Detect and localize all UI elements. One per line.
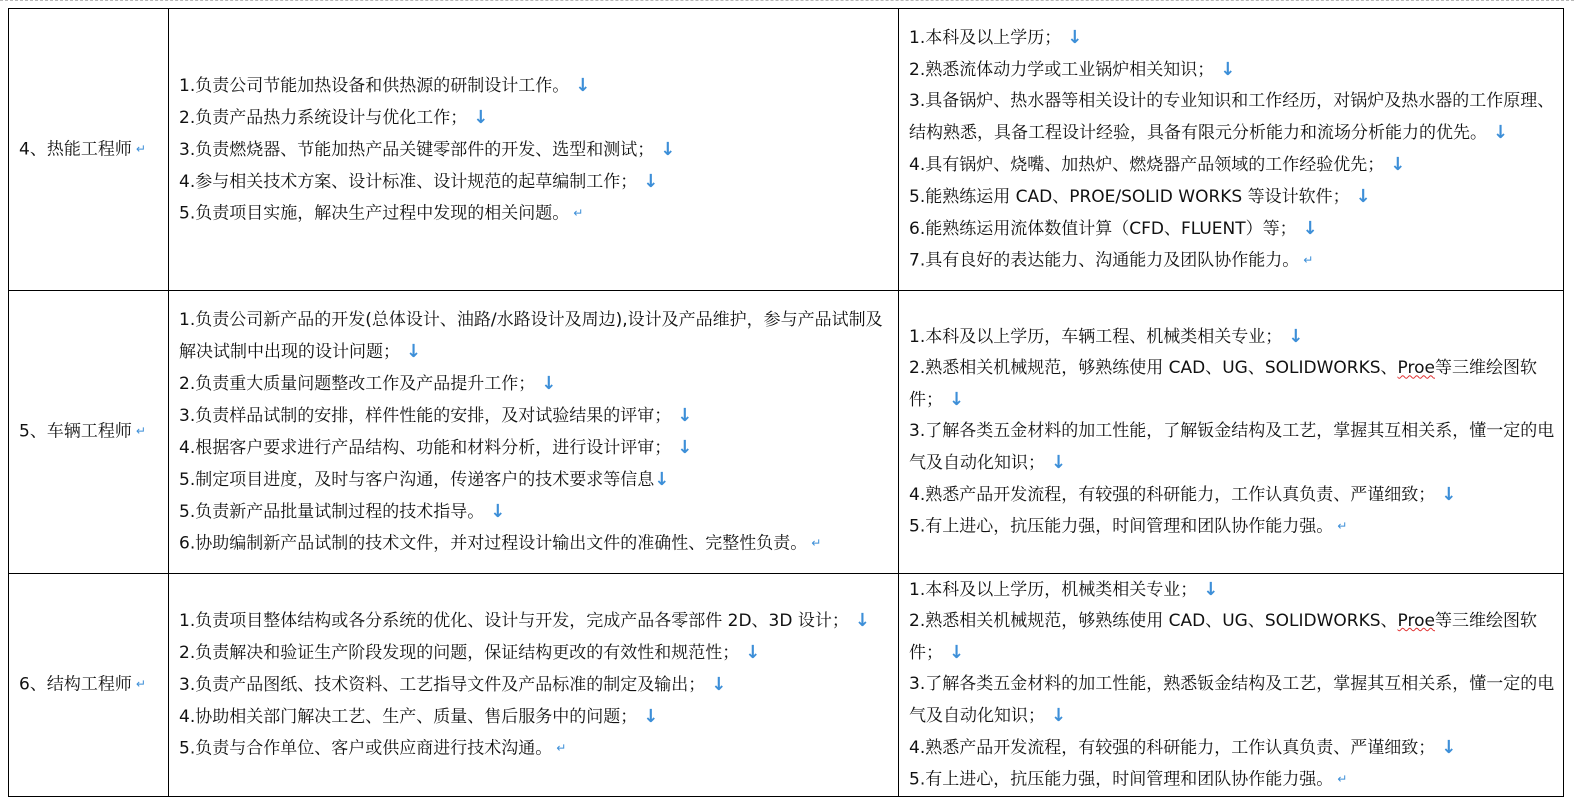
paragraph-mark-icon: ↵ xyxy=(1303,253,1314,268)
line-break-icon: ↓ xyxy=(677,436,693,458)
paragraph-mark-icon: ↵ xyxy=(573,205,584,220)
requirement-line: 4.熟悉产品开发流程，有较强的科研能力，工作认真负责、严谨细致； ↓ xyxy=(909,484,1457,506)
paragraph-mark-icon: ↵ xyxy=(135,141,146,156)
line-break-icon: ↓ xyxy=(1051,705,1067,726)
page-top-boundary xyxy=(0,0,1574,1)
requirement-line: 3.了解各类五金材料的加工性能，了解钣金结构及工艺，掌握其互相关系，懂一定的电气及自动化知识； ↓ xyxy=(909,421,1555,474)
requirement-line: 2.熟悉相关机械规范，够熟练使用 CAD、UG、SOLIDWORKS、Proe等三维绘图软件； ↓ xyxy=(909,358,1537,411)
job-title-cell xyxy=(9,574,169,797)
duty-line: 1.负责公司节能加热设备和供热源的研制设计工作。 ↓ xyxy=(179,74,591,96)
duty-line: 2.负责解决和验证生产阶段发现的问题，保证结构更改的有效性和规范性； ↓ xyxy=(179,642,761,663)
line-break-icon: ↓ xyxy=(660,138,676,160)
job-title: 4、热能工程师 xyxy=(19,139,132,160)
duty-line: 4.协助相关部门解决工艺、生产、质量、售后服务中的问题； ↓ xyxy=(179,706,659,727)
duty-line: 1.负责公司新产品的开发(总体设计、油路/水路设计及周边),设计及产品维护，参与产品试制及解决试制中出现的设计问题； ↓ xyxy=(179,309,883,362)
requirements-cell xyxy=(899,291,1564,574)
duty-line: 1.负责项目整体结构或各分系统的优化、设计与开发，完成产品各零部件 2D、3D 设计； ↓ xyxy=(179,610,870,631)
line-break-icon: ↓ xyxy=(949,642,965,663)
line-break-icon: ↓ xyxy=(1203,579,1219,600)
requirement-line: 3.了解各类五金材料的加工性能，熟悉钣金结构及工艺，掌握其互相关系，懂一定的电气及自动化知识； ↓ xyxy=(909,674,1555,726)
line-break-icon: ↓ xyxy=(949,389,965,411)
paragraph-mark-icon: ↵ xyxy=(556,741,567,755)
duty-line: 2.负责重大质量问题整改工作及产品提升工作； ↓ xyxy=(179,372,557,394)
line-break-icon: ↓ xyxy=(643,170,659,192)
duty-line: 4.参与相关技术方案、设计标准、设计规范的起草编制工作； ↓ xyxy=(179,170,659,192)
requirement-line: 1.本科及以上学历； ↓ xyxy=(909,27,1083,49)
line-break-icon: ↓ xyxy=(654,468,670,490)
job-title-cell xyxy=(9,9,169,291)
requirement-line: 4.熟悉产品开发流程，有较强的科研能力，工作认真负责、严谨细致； ↓ xyxy=(909,737,1457,758)
requirement-line: 5.有上进心，抗压能力强，时间管理和团队协作能力强。 ↵ xyxy=(909,769,1348,790)
spellcheck-word: Proe xyxy=(1397,358,1435,379)
line-break-icon: ↓ xyxy=(1493,122,1509,144)
line-break-icon: ↓ xyxy=(1288,326,1304,348)
duty-line: 3.负责燃烧器、节能加热产品关键零部件的开发、选型和测试； ↓ xyxy=(179,138,676,160)
line-break-icon: ↓ xyxy=(575,74,591,96)
paragraph-mark-icon: ↵ xyxy=(135,677,146,691)
duty-line: 5.负责新产品批量试制过程的技术指导。 ↓ xyxy=(179,500,506,522)
duty-line: 3.负责产品图纸、技术资料、工艺指导文件及产品标准的制定及输出； ↓ xyxy=(179,674,727,695)
line-break-icon: ↓ xyxy=(677,404,693,426)
line-break-icon: ↓ xyxy=(1067,27,1083,49)
requirement-line: 4.具有锅炉、烧嘴、加热炉、燃烧器产品领域的工作经验优先； ↓ xyxy=(909,154,1406,176)
requirement-line: 5.有上进心，抗压能力强，时间管理和团队协作能力强。 ↵ xyxy=(909,516,1348,537)
requirement-line: 2.熟悉流体动力学或工业锅炉相关知识； ↓ xyxy=(909,59,1236,81)
line-break-icon: ↓ xyxy=(1051,452,1067,474)
requirement-line: 3.具备锅炉、热水器等相关设计的专业知识和工作经历，对锅炉及热水器的工作原理、结构熟悉，具备工程设计经验，具备有限元分析能力和流场分析能力的优先。 ↓ xyxy=(909,91,1555,144)
job-title: 6、结构工程师 xyxy=(19,674,132,695)
duty-line: 6.协助编制新产品试制的技术文件，并对过程设计输出文件的准确性、完整性负责。 ↵ xyxy=(179,533,822,554)
duties-cell xyxy=(169,574,899,797)
paragraph-mark-icon: ↵ xyxy=(135,424,146,439)
line-break-icon: ↓ xyxy=(1302,218,1318,240)
duty-line: 5.负责项目实施，解决生产过程中发现的相关问题。 ↵ xyxy=(179,203,584,224)
job-requirements-table xyxy=(8,8,1564,797)
spellcheck-word: Proe xyxy=(1397,611,1435,631)
paragraph-mark-icon: ↵ xyxy=(1337,519,1348,534)
table-row xyxy=(9,574,1564,797)
line-break-icon: ↓ xyxy=(473,106,489,128)
line-break-icon: ↓ xyxy=(1441,737,1457,758)
requirement-line: 7.具有良好的表达能力、沟通能力及团队协作能力。 ↵ xyxy=(909,250,1314,271)
line-break-icon: ↓ xyxy=(1390,154,1406,176)
duty-line: 2.负责产品热力系统设计与优化工作； ↓ xyxy=(179,106,489,128)
line-break-icon: ↓ xyxy=(711,674,727,695)
line-break-icon: ↓ xyxy=(541,372,557,394)
requirement-line: 2.熟悉相关机械规范，够熟练使用 CAD、UG、SOLIDWORKS、Proe等三维绘图软件； ↓ xyxy=(909,611,1537,663)
requirements-cell xyxy=(899,574,1564,797)
requirement-line: 6.能熟练运用流体数值计算（CFD、FLUENT）等； ↓ xyxy=(909,218,1318,240)
line-break-icon: ↓ xyxy=(1441,484,1457,506)
job-title-cell xyxy=(9,291,169,574)
requirement-line: 1.本科及以上学历，机械类相关专业； ↓ xyxy=(909,579,1219,600)
line-break-icon: ↓ xyxy=(490,500,506,522)
duty-line: 3.负责样品试制的安排，样件性能的安排，及对试验结果的评审； ↓ xyxy=(179,404,693,426)
duties-cell xyxy=(169,291,899,574)
table-row xyxy=(9,291,1564,574)
requirements-cell xyxy=(899,9,1564,291)
line-break-icon: ↓ xyxy=(745,642,761,663)
line-break-icon: ↓ xyxy=(406,340,422,362)
line-break-icon: ↓ xyxy=(1355,186,1371,208)
table-row xyxy=(9,9,1564,291)
requirement-line: 1.本科及以上学历，车辆工程、机械类相关专业； ↓ xyxy=(909,326,1304,348)
line-break-icon: ↓ xyxy=(643,706,659,727)
line-break-icon: ↓ xyxy=(854,610,870,631)
line-break-icon: ↓ xyxy=(1220,59,1236,81)
duty-line: 4.根据客户要求进行产品结构、功能和材料分析，进行设计评审； ↓ xyxy=(179,436,693,458)
paragraph-mark-icon: ↵ xyxy=(811,535,822,550)
duties-cell xyxy=(169,9,899,291)
paragraph-mark-icon: ↵ xyxy=(1337,772,1348,786)
duty-line: 5.负责与合作单位、客户或供应商进行技术沟通。 ↵ xyxy=(179,738,567,759)
requirement-line: 5.能熟练运用 CAD、PROE/SOLID WORKS 等设计软件； ↓ xyxy=(909,186,1371,208)
job-title: 5、车辆工程师 xyxy=(19,421,132,442)
duty-line: 5.制定项目进度，及时与客户沟通，传递客户的技术要求等信息↓ xyxy=(179,468,670,490)
